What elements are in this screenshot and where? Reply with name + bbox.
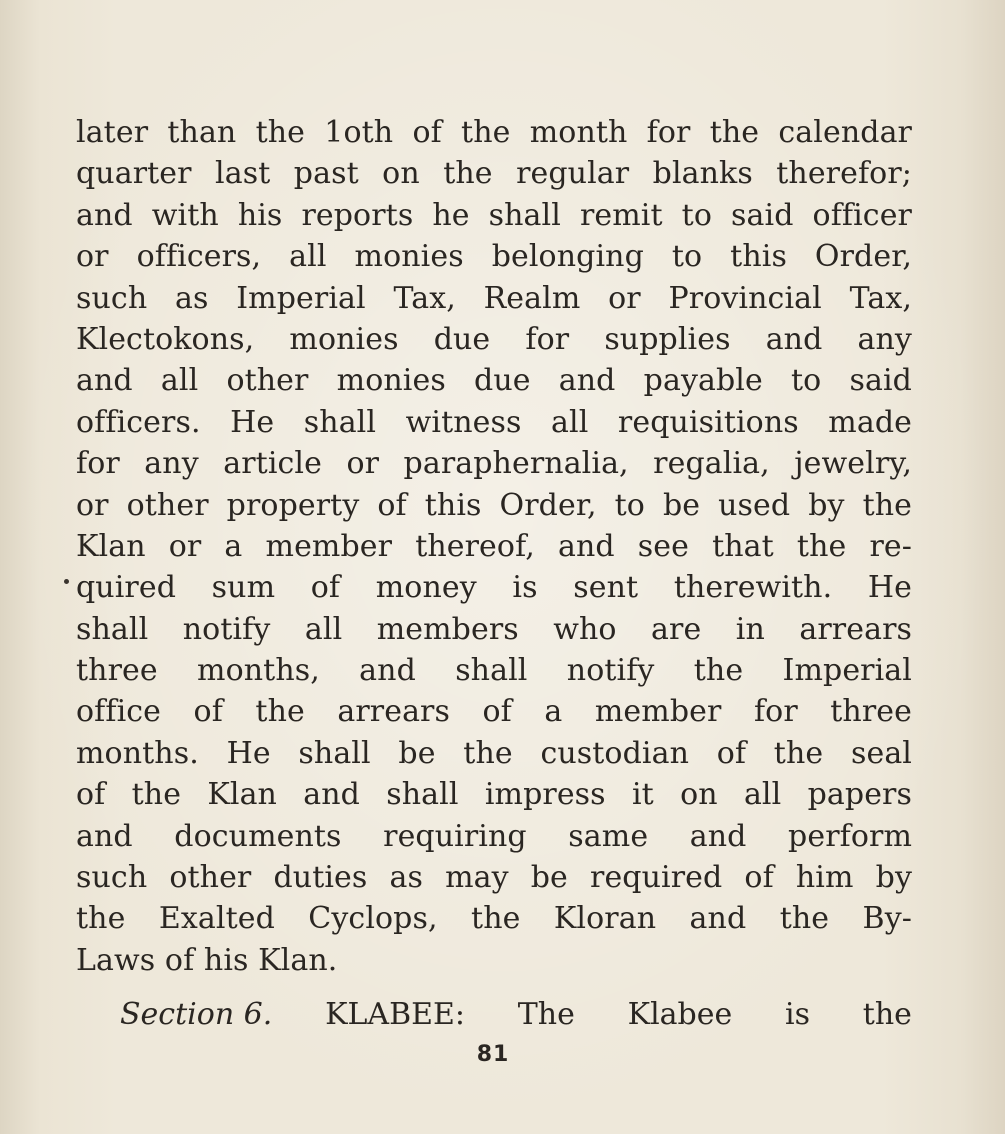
body-text — [76, 112, 912, 981]
section-word: The — [517, 997, 575, 1032]
text-line: of the Klan and shall impress it on all papers — [76, 777, 912, 813]
text-line: months. He shall be the custodian of the seal — [76, 735, 912, 771]
page-number: 81 — [476, 1042, 510, 1067]
text-line: Laws of his Klan. — [76, 942, 338, 978]
section-heading-line — [120, 994, 912, 1035]
text-line: office of the arrears of a member for three — [76, 694, 912, 730]
text-line: or other property of this Order, to be used by the — [76, 487, 912, 523]
margin-mark — [64, 579, 69, 584]
text-line: Klectokons, monies due for supplies and any — [76, 321, 912, 357]
text-line: later than the 1oth of the month for the calendar — [76, 115, 912, 150]
text-line: such as Imperial Tax, Realm or Provincial Tax, — [76, 280, 912, 316]
text-line: or officers, all monies belonging to this Order, — [76, 239, 912, 275]
text-line: such other duties as may be required of him by — [76, 860, 912, 896]
section-word: the — [862, 997, 912, 1032]
text-line: officers. He shall witness all requisitions made — [76, 404, 912, 440]
text-line: quired sum of money is sent therewith. He — [76, 570, 912, 606]
section-word: Klabee — [627, 997, 733, 1032]
text-line: Klan or a member thereof, and see that the re- — [76, 528, 912, 564]
text-line: and with his reports he shall remit to said officer — [76, 197, 912, 233]
text-line: three months, and shall notify the Imperial — [76, 653, 912, 689]
text-line: and all other monies due and payable to said — [76, 363, 912, 399]
text-line: and documents requiring same and perform — [76, 818, 912, 854]
section-label: Section 6. — [120, 997, 273, 1032]
section-word: is — [785, 997, 811, 1032]
text-line: the Exalted Cyclops, the Kloran and the By- — [76, 901, 912, 937]
text-line: for any article or paraphernalia, regalia, jewelry, — [76, 446, 912, 482]
text-line: shall notify all members who are in arrears — [76, 611, 912, 647]
section-title: KLABEE: — [325, 997, 466, 1032]
text-line: quarter last past on the regular blanks therefor; — [76, 156, 912, 192]
